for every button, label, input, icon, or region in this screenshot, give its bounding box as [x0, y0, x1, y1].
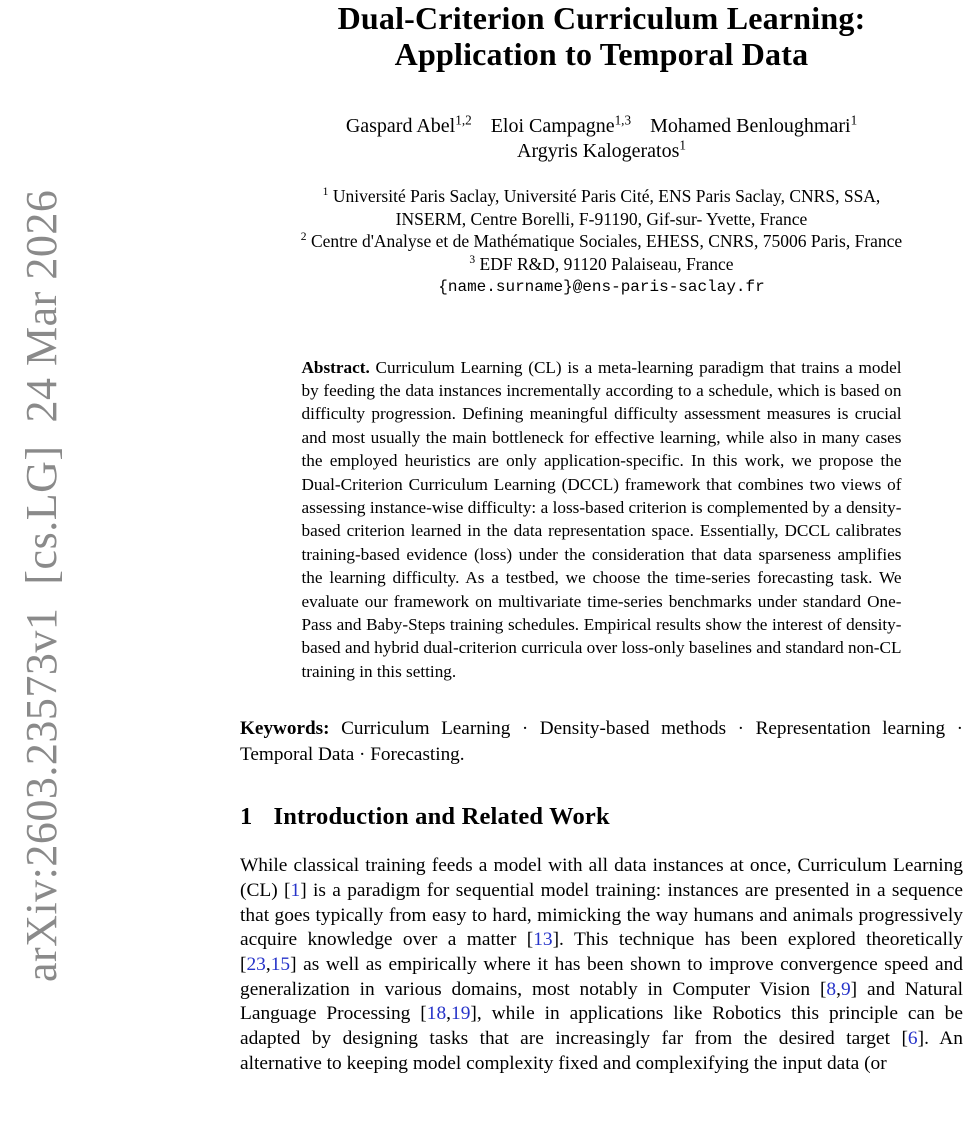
superscript-marker: 2 — [300, 231, 307, 244]
citation-link[interactable]: 6 — [907, 1028, 918, 1050]
abstract-paragraph: Abstract. Curriculum Learning (CL) is a meta-learning paradigm that trains a model by feeding the data instances incrementally according to a schedule, which is based on difficulty progression. Defining meaningful difficulty assessment measures is crucial and most usually the main bottleneck for effective learning, while also in many cases the employed heuristics are only application-specific. In this work, we propose the Dual-Criterion Curriculum Learning (DCCL) framework that combines two views of assessing instance-wise difficulty: a loss-based criterion is complemented by a density-based criterion learned in the data representation space. Essentially, DCCL calibrates training-based evidence (loss) under the consideration that data sparseness amplifies the learning difficulty. As a testbed, we choose the time-series forecasting task. We evaluate our framework on multivariate time-series benchmarks under standard One-Pass and Baby-Steps training schedules. Empirical results show the interest of density-based and hybrid dual-criterion curricula over loss-only baselines and standard non-CL training in this setting. — [301, 357, 902, 681]
author-line-1: Gaspard Abel$^{1,2}$ Eloi Campagne$^{1,3}$ Mohamed Benloughmari$^1$ — [345, 112, 858, 137]
section-title: Introduction and Related Work — [273, 803, 610, 831]
superscript-marker: 1 — [850, 112, 858, 128]
affiliation-line-4: $^3$ EDF R&D, 91120 Palaiseau, France — [469, 253, 734, 274]
superscript-marker: 1,3 — [614, 112, 632, 128]
author-line-2: Argyris Kalogeratos$^1$ — [517, 137, 686, 162]
superscript-marker: 3 — [469, 253, 476, 266]
affiliation-line-3: $^2$ Centre d'Analyse et de Mathématique Sociales, EHESS, CNRS, 75006 Paris, France — [300, 231, 903, 251]
author-list — [240, 114, 963, 164]
citation-link[interactable]: 18 — [426, 1003, 447, 1025]
paper-title-line-2: Application to Temporal Data — [394, 36, 809, 72]
affiliation-line-2: INSERM, Centre Borelli, F-91190, Gif-sur- Yvette, France — [395, 208, 808, 229]
superscript-marker: 1 — [322, 186, 329, 199]
bold-label: Abstract. — [301, 357, 370, 377]
affiliation-line-1: $^1$ Université Paris Saclay, Université Paris Cité, ENS Paris Saclay, CNRS, SSA, — [322, 186, 881, 206]
paper-title — [240, 0, 963, 72]
superscript-marker: 1 — [679, 137, 686, 153]
citation-link[interactable]: 9 — [840, 978, 851, 1000]
citation-link[interactable]: 15 — [270, 954, 291, 975]
paper-title-line-1: Dual-Criterion Curriculum Learning: — [337, 0, 866, 36]
text-column — [240, 0, 963, 1077]
citation-link[interactable]: 19 — [451, 1003, 471, 1025]
section-heading — [240, 803, 963, 831]
section-number: 1 — [240, 803, 253, 831]
superscript-marker: 1,2 — [455, 112, 472, 128]
intro-paragraph: While classical training feeds a model with all data instances at once, Curriculum Learning (CL) [1] is a paradigm for sequential model training: instances are presented in a sequence that goes typically from easy to hard, mimicking the way humans and animals progressively acquire knowledge over a matter [13]. This technique has been explored theoretically [23,15] as well as empirically where it has been shown to improve convergence speed and generalization in various domains, most notably in Computer Vision [8,9] and Natural Language Processing [18,19], while in applications like Robotics this principle can be adapted by designing tasks that are increasingly far from the desired target [6]. An alternative to keeping model complexity fixed and complexifying the input data (or — [240, 855, 963, 1074]
citation-link[interactable]: 13 — [533, 929, 553, 951]
arxiv-watermark: arXiv:2603.23573v1 [cs.LG] 24 Mar 2026 — [17, 189, 66, 982]
citation-link[interactable]: 1 — [290, 879, 301, 901]
citation-link[interactable]: 23 — [246, 954, 266, 975]
affiliations — [240, 185, 963, 299]
bold-label: Keywords: — [240, 718, 330, 740]
keywords-paragraph: Keywords: Curriculum Learning · Density-based methods · Representation learning · Temporal Data · Forecasting. — [240, 718, 963, 765]
contact-email: {name.surname}@ens-paris-saclay.fr — [438, 278, 765, 296]
citation-link[interactable]: 8 — [826, 978, 837, 1000]
